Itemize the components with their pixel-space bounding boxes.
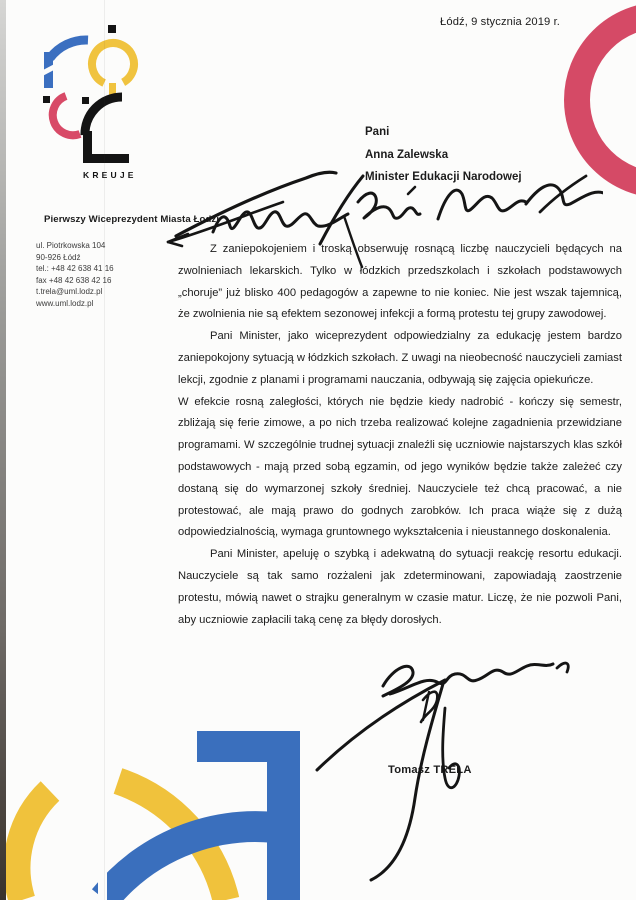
logo-letter-l-blue [39, 40, 88, 88]
paragraph-2: Pani Minister, jako wiceprezydent odpowiedzialny za edukację jestem bardzo zaniepokojony sytuacją w łódzkich szkołach. Z uwagi na nieobecność nauczycieli zamiast lekcji, zgodnie z planami i programami nauczania, odbywają się zajęcia opiekuńcze. [178, 330, 622, 386]
scan-crease-line [104, 0, 105, 900]
paragraph-4: Pani Minister, apeluję o szybką i adekwatną do sytuacji reakcję resortu edukacji. Nauczyciele są tak samo rozżaleni jak zdeterminowani, zapowiadają zaostrzenie protestu, mówią nawet o strajku generalnym w czasie matur. Liczę, że nie pozwoli Pani, aby uczniowie zapłacili taką cenę za błędy dorosłych. [178, 548, 622, 626]
paragraph-3: W efekcie rosną zaległości, których nie będzie kiedy nadrobić - kończy się semestr, zbliżają się ferie zimowe, a po nich trzeba realizować kolejne zagadnienia przewidziane programami. W szczególnie trudnej sytuacji znaleźli się uczniowie najstarszych klas szkół podstawowych - mają przed sobą egzamin, od jego wyników będzie także zależeć czy dostaną się do wymarzonej szkoły średniej. Nauczyciele też chcą pracować, a nie protestować, ale mają prawo do godnych zarobków. Ich praca wiąże się z dużą odpowiedzialnością, wymaga gruntownego wykształcenia i nieustannego doskonalenia. [178, 395, 622, 539]
recipient-role: Minister Edukacji Narodowej [365, 171, 522, 183]
bottom-logo-fragments [17, 715, 300, 900]
handwritten-salutation [158, 164, 603, 274]
sender-title: Pierwszy Wiceprezydent Miasta Łodzi [44, 214, 220, 225]
address-city: 90-926 Łódź [36, 252, 81, 262]
logo-letter-o-yellow [85, 25, 141, 97]
letter-body [178, 239, 622, 631]
address-phone: tel.: +48 42 638 41 16 [36, 264, 114, 274]
handwritten-signature [295, 648, 600, 893]
paragraph-1: Z zaniepokojeniem i troską obserwuję rosnącą liczbę nauczycieli będących na zwolnieniach lekarskich. Tylko w łódzkich przedszkolach i szkołach podstawowych „choruje” już blisko 400 pedagogów a zapewne to nie koniec. Nie jest wszak tajemnicą, że zwolnienia nie są efektem sezonowej infekcji a formą protestu tej grupy zawodowej. [178, 243, 622, 321]
lodz-kreuje-logo [35, 22, 145, 187]
date-line: Łódź, 9 stycznia 2019 r. [440, 16, 560, 28]
signer-name: Tomasz TRELA [388, 764, 472, 776]
address-street: ul. Piotrkowska 104 [36, 241, 106, 250]
logo-caption: KREUJE [83, 170, 137, 180]
logo-letter-d-red [53, 96, 80, 135]
address-email: t.trela@uml.lodz.pl [36, 287, 103, 297]
recipient-name: Anna Zalewska [365, 148, 449, 161]
address-website: www.uml.lodz.pl [36, 298, 94, 308]
recipient-salutation: Pani [365, 126, 390, 138]
scan-edge-shadow [0, 0, 6, 900]
address-fax: fax +48 42 638 42 16 [36, 275, 112, 285]
